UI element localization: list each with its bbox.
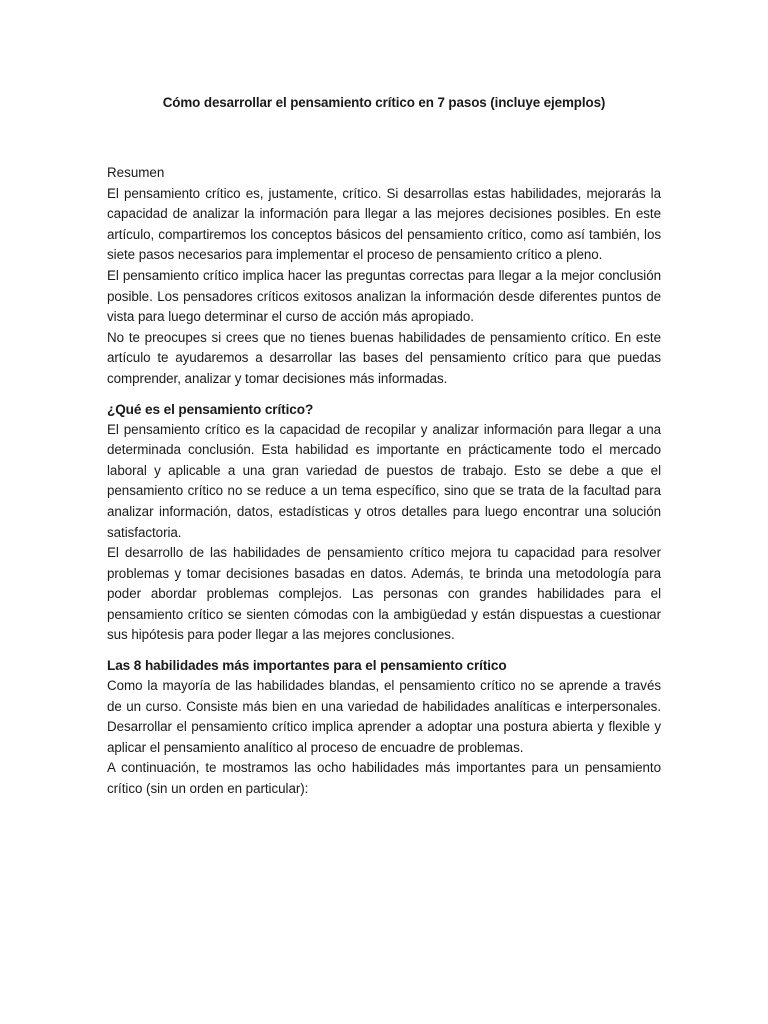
section-heading-what-is: ¿Qué es el pensamiento crítico? [107,401,314,417]
section2-paragraph-1: Como la mayoría de las habilidades blandas, el pensamiento crítico no se aprende a través de un curso. Consiste más bien en una variedad de habilidades analíticas e interpersonales. Desarrollar el pensamiento crítico implica aprender a adoptar una postura abierta y flexible y aplicar el pensamiento analítico al proceso de encuadre de problemas. [107,678,661,755]
section2-paragraph-2: A continuación, te mostramos las ocho habilidades más importantes para un pensamiento crítico (sin un orden en particular): [107,760,661,797]
section1-paragraph-1: El pensamiento crítico es la capacidad de recopilar y analizar información para llegar a una determinada conclusión. Esta habilidad es importante en prácticamente todo el mercado laboral y aplicable a una gran variedad de puestos de trabajo. Esto se debe a que el pensamiento crítico no se reduce a un tema específico, sino que se trata de la facultad para analizar información, datos, estadísticas y otros detalles para luego encontrar una solución satisfactoria. [107,421,661,540]
intro-paragraph-1: El pensamiento crítico es, justamente, crítico. Si desarrollas estas habilidades, mejorarás la capacidad de analizar la información para llegar a las mejores decisiones posibles. En este artículo, compartiremos los conceptos básicos del pensamiento crítico, como así también, los siete pasos necesarios para implementar el proceso de pensamiento crítico a pleno. [107,185,661,263]
section-heading-skills: Las 8 habilidades más importantes para el pensamiento crítico [107,658,507,674]
intro-paragraph-3: No te preocupes si crees que no tienes buenas habilidades de pensamiento crítico. En este artículo te ayudaremos a desarrollar las bases del pensamiento crítico para que puedas comprender, analizar y tomar decisiones más informadas. [107,329,661,386]
section1-paragraph-2: El desarrollo de las habilidades de pensamiento crítico mejora tu capacidad para resolver problemas y tomar decisiones basadas en datos. Además, te brinda una metodología para poder abordar problemas complejos. Las personas con grandes habilidades para el pensamiento crítico se sienten cómodas con la ambigüedad y están dispuestas a cuestionar sus hipótesis para poder llegar a las mejores conclusiones. [107,545,661,643]
document-title: Cómo desarrollar el pensamiento crítico en 7 pasos (incluye ejemplos) [162,95,606,110]
summary-label: Resumen [107,165,165,180]
document-page [107,84,661,800]
intro-paragraph-2: El pensamiento crítico implica hacer las preguntas correctas para llegar a la mejor conclusión posible. Los pensadores críticos exitosos analizan la información desde diferentes puntos de vista para luego determinar el curso de acción más apropiado. [107,267,661,325]
